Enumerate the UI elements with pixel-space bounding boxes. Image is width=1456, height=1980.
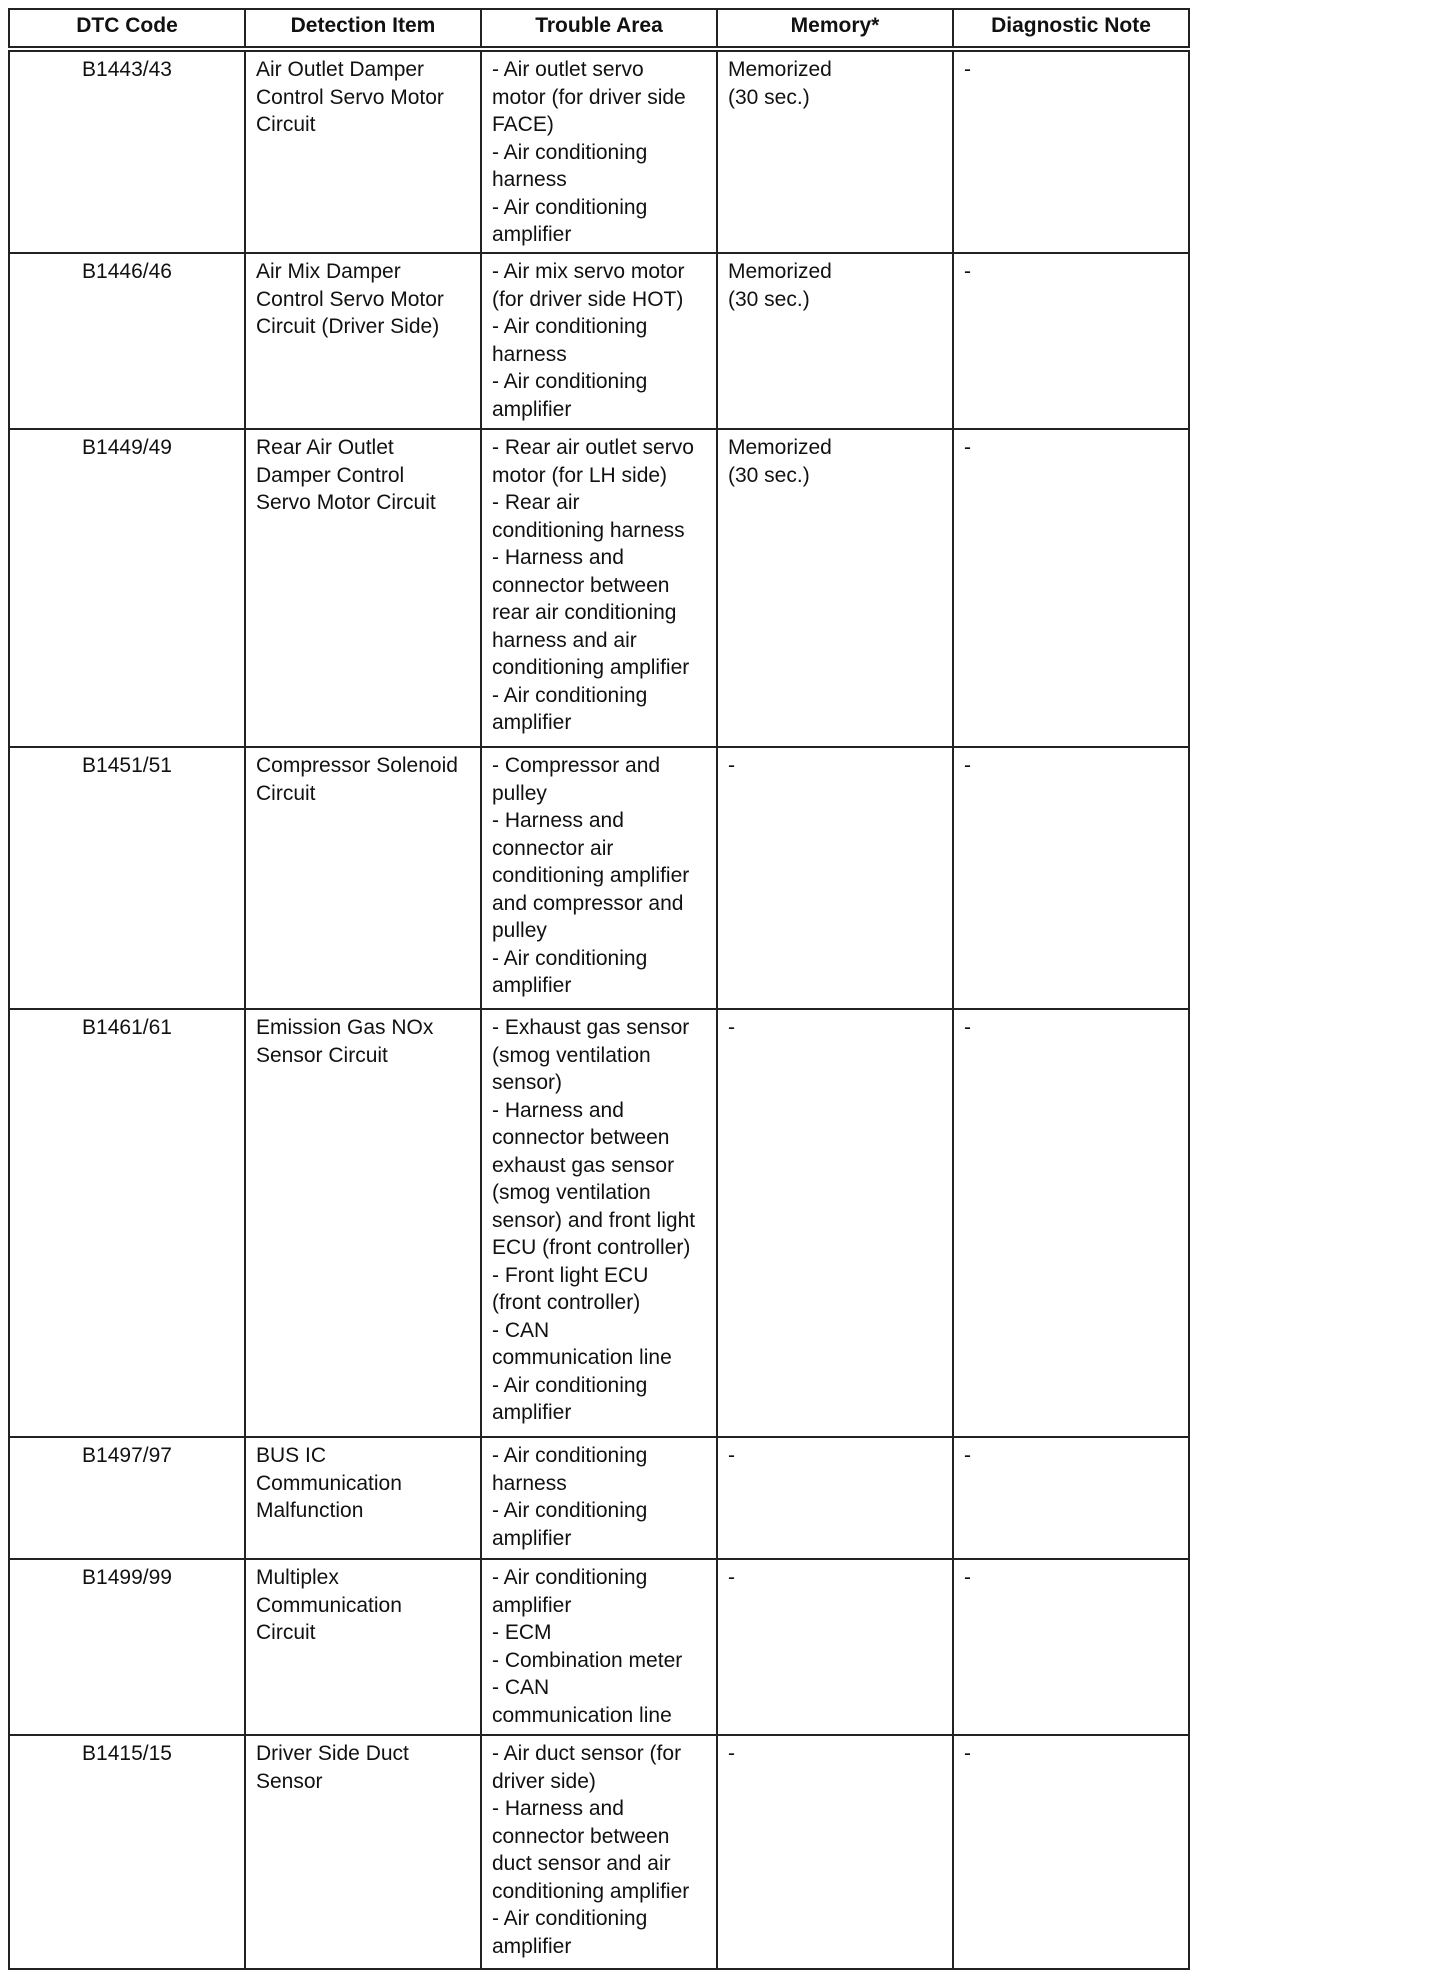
trouble-area-cell-line: - Compressor and — [492, 754, 661, 777]
trouble-area-cell-line: ECU (front controller) — [492, 1236, 691, 1259]
detection-item-cell-line: Control Servo Motor — [256, 287, 444, 311]
trouble-area-cell — [481, 1735, 717, 1969]
detection-item-cell-line: BUS IC — [256, 1444, 327, 1467]
trouble-area-cell-line: - Air conditioning — [492, 1566, 648, 1589]
trouble-area-cell-line: - Rear air outlet servo — [492, 436, 694, 459]
detection-item-cell-line: Sensor — [256, 1769, 323, 1793]
trouble-area-cell-line: - Harness and — [492, 1098, 624, 1122]
memory-cell — [717, 1437, 953, 1559]
detection-item-cell-line: Circuit — [256, 781, 316, 805]
table-row — [9, 1735, 1189, 1969]
trouble-area-cell-line: - ECM — [492, 1621, 552, 1644]
trouble-area-cell-line: - Air conditioning — [492, 683, 648, 707]
trouble-area-cell-line: conditioning amplifier — [492, 1879, 690, 1903]
trouble-area-cell-line: - Air conditioning — [492, 370, 648, 393]
trouble-area-cell-line: - Air conditioning — [492, 946, 648, 970]
trouble-area-cell-line: (smog ventilation — [492, 1043, 651, 1067]
dtc-code-cell: B1449/49 — [9, 429, 245, 747]
dtc-code-cell: B1497/97 — [9, 1437, 245, 1559]
memory-cell-line: - — [728, 754, 735, 777]
dtc-code-cell: B1446/46 — [9, 253, 245, 429]
trouble-area-cell-line: amplifier — [492, 1526, 572, 1550]
detection-item-cell — [245, 1437, 481, 1559]
detection-item-cell-line: Multiplex — [256, 1566, 339, 1589]
trouble-area-cell-line: motor (for LH side) — [492, 463, 668, 487]
detection-item-cell-line: Control Servo Motor — [256, 85, 444, 109]
detection-item-cell-line: Compressor Solenoid — [256, 754, 458, 777]
trouble-area-cell-line: connector between — [492, 1824, 670, 1848]
table-body — [9, 49, 1189, 1969]
trouble-area-cell-line: rear air conditioning — [492, 601, 677, 624]
dtc-code-cell: B1461/61 — [9, 1009, 245, 1437]
detection-item-cell — [245, 253, 481, 429]
detection-item-cell-line: Air Outlet Damper — [256, 58, 425, 81]
trouble-area-cell-line: - Air duct sensor (for — [492, 1742, 682, 1765]
memory-cell-line: Memorized — [728, 260, 832, 283]
trouble-area-cell-line: - Air conditioning — [492, 140, 648, 164]
trouble-area-cell-line: conditioning amplifier — [492, 864, 690, 887]
trouble-area-cell-line: duct sensor and air — [492, 1852, 671, 1875]
memory-cell — [717, 49, 953, 253]
memory-cell-line: Memorized — [728, 436, 832, 459]
trouble-area-cell-line: - Front light ECU — [492, 1263, 649, 1287]
trouble-area-cell-line: - Air conditioning — [492, 1499, 648, 1522]
memory-cell-line: Memorized — [728, 58, 832, 81]
detection-item-cell — [245, 49, 481, 253]
trouble-area-cell-line: pulley — [492, 919, 547, 942]
table-header — [9, 9, 1189, 49]
detection-item-cell-line: Communication — [256, 1471, 402, 1495]
trouble-area-cell — [481, 747, 717, 1009]
trouble-area-cell-line: amplifier — [492, 397, 572, 421]
trouble-area-cell-line: - Harness and — [492, 809, 624, 832]
trouble-area-cell-line: pulley — [492, 781, 547, 805]
trouble-area-cell-line: harness — [492, 168, 567, 191]
trouble-area-cell-line: connector between — [492, 573, 670, 597]
header-dtc-code: DTC Code — [9, 9, 245, 49]
detection-item-cell-line: Damper Control — [256, 463, 405, 487]
detection-item-cell-line: Emission Gas NOx — [256, 1016, 434, 1039]
trouble-area-cell-line: - Exhaust gas sensor — [492, 1016, 690, 1039]
header-detection-item: Detection Item — [245, 9, 481, 49]
diagnostic-note-cell: - — [953, 1559, 1189, 1735]
detection-item-cell — [245, 1735, 481, 1969]
dtc-code-cell: B1451/51 — [9, 747, 245, 1009]
trouble-area-cell-line: - Air conditioning — [492, 195, 648, 219]
trouble-area-cell-line: amplifier — [492, 1934, 572, 1958]
trouble-area-cell-line: communication line — [492, 1346, 672, 1369]
diagnostic-note-cell: - — [953, 1735, 1189, 1969]
detection-item-cell-line: Air Mix Damper — [256, 260, 401, 283]
trouble-area-cell-line: connector air — [492, 836, 614, 860]
trouble-area-cell-line: (for driver side HOT) — [492, 287, 684, 311]
diagnostic-note-cell: - — [953, 1009, 1189, 1437]
trouble-area-cell-line: - CAN — [492, 1318, 550, 1342]
trouble-area-cell-line: - Air mix servo motor — [492, 260, 685, 283]
detection-item-cell-line: Circuit (Driver Side) — [256, 315, 440, 338]
trouble-area-cell-line: amplifier — [492, 223, 572, 246]
memory-cell-line: (30 sec.) — [728, 463, 810, 487]
memory-cell-line: - — [728, 1016, 735, 1039]
memory-cell — [717, 1009, 953, 1437]
trouble-area-cell-line: motor (for driver side — [492, 85, 686, 109]
trouble-area-cell-line: - Rear air — [492, 491, 580, 514]
header-row — [9, 9, 1189, 49]
memory-cell — [717, 1559, 953, 1735]
detection-item-cell — [245, 1009, 481, 1437]
memory-cell — [717, 253, 953, 429]
trouble-area-cell-line: communication line — [492, 1703, 672, 1727]
trouble-area-cell-line: - Harness and — [492, 546, 624, 569]
trouble-area-cell-line: amplifier — [492, 1593, 572, 1617]
detection-item-cell — [245, 429, 481, 747]
memory-cell-line: (30 sec.) — [728, 287, 810, 311]
table-row — [9, 253, 1189, 429]
trouble-area-cell — [481, 1009, 717, 1437]
trouble-area-cell-line: (smog ventilation — [492, 1181, 651, 1204]
detection-item-cell-line: Malfunction — [256, 1499, 364, 1522]
trouble-area-cell-line: connector between — [492, 1126, 670, 1149]
dtc-code-cell: B1415/15 — [9, 1735, 245, 1969]
header-memory: Memory* — [717, 9, 953, 49]
trouble-area-cell-line: - CAN — [492, 1676, 550, 1699]
trouble-area-cell-line: driver side) — [492, 1769, 596, 1793]
table-row — [9, 429, 1189, 747]
table-row — [9, 1437, 1189, 1559]
table-row — [9, 1559, 1189, 1735]
trouble-area-cell-line: FACE) — [492, 113, 554, 136]
memory-cell-line: - — [728, 1566, 735, 1589]
diagnostic-note-cell: - — [953, 49, 1189, 253]
header-trouble-area: Trouble Area — [481, 9, 717, 49]
trouble-area-cell-line: - Air conditioning — [492, 1373, 648, 1397]
diagnostic-note-cell: - — [953, 1437, 1189, 1559]
trouble-area-cell-line: conditioning amplifier — [492, 656, 690, 679]
table-row — [9, 1009, 1189, 1437]
trouble-area-cell-line: amplifier — [492, 974, 572, 997]
memory-cell-line: - — [728, 1742, 735, 1765]
trouble-area-cell-line: harness — [492, 1471, 567, 1495]
trouble-area-cell-line: and compressor and — [492, 891, 684, 915]
trouble-area-cell-line: sensor) and front light — [492, 1208, 696, 1232]
trouble-area-cell-line: amplifier — [492, 1401, 572, 1424]
diagnostic-note-cell: - — [953, 429, 1189, 747]
trouble-area-cell — [481, 1559, 717, 1735]
dtc-code-cell: B1499/99 — [9, 1559, 245, 1735]
detection-item-cell-line: Circuit — [256, 1621, 316, 1644]
trouble-area-cell-line: exhaust gas sensor — [492, 1153, 675, 1177]
detection-item-cell — [245, 1559, 481, 1735]
trouble-area-cell-line: - Air conditioning — [492, 315, 648, 338]
diagnostic-note-cell: - — [953, 253, 1189, 429]
detection-item-cell — [245, 747, 481, 1009]
table-row — [9, 747, 1189, 1009]
dtc-table — [8, 8, 1190, 1970]
detection-item-cell-line: Servo Motor Circuit — [256, 491, 436, 514]
trouble-area-cell-line: conditioning harness — [492, 518, 685, 542]
detection-item-cell-line: Sensor Circuit — [256, 1043, 388, 1067]
detection-item-cell-line: Communication — [256, 1593, 402, 1617]
trouble-area-cell-line: (front controller) — [492, 1291, 641, 1314]
trouble-area-cell-line: - Harness and — [492, 1797, 624, 1820]
trouble-area-cell — [481, 1437, 717, 1559]
diagnostic-note-cell: - — [953, 747, 1189, 1009]
trouble-area-cell-line: sensor) — [492, 1071, 563, 1094]
trouble-area-cell-line: - Combination meter — [492, 1648, 683, 1672]
memory-cell-line: - — [728, 1444, 735, 1467]
trouble-area-cell-line: harness — [492, 342, 567, 366]
trouble-area-cell-line: harness and air — [492, 628, 637, 652]
trouble-area-cell-line: - Air outlet servo — [492, 58, 644, 81]
detection-item-cell-line: Rear Air Outlet — [256, 436, 394, 459]
trouble-area-cell-line: - Air conditioning — [492, 1907, 648, 1930]
memory-cell — [717, 429, 953, 747]
trouble-area-cell — [481, 49, 717, 253]
trouble-area-cell — [481, 253, 717, 429]
detection-item-cell-line: Driver Side Duct — [256, 1742, 409, 1765]
header-diagnostic-note: Diagnostic Note — [953, 9, 1189, 49]
table-row — [9, 49, 1189, 253]
dtc-code-cell: B1443/43 — [9, 49, 245, 253]
memory-cell-line: (30 sec.) — [728, 85, 810, 109]
trouble-area-cell-line: amplifier — [492, 711, 572, 734]
trouble-area-cell-line: - Air conditioning — [492, 1444, 648, 1467]
memory-cell — [717, 1735, 953, 1969]
memory-cell — [717, 747, 953, 1009]
detection-item-cell-line: Circuit — [256, 113, 316, 136]
trouble-area-cell — [481, 429, 717, 747]
